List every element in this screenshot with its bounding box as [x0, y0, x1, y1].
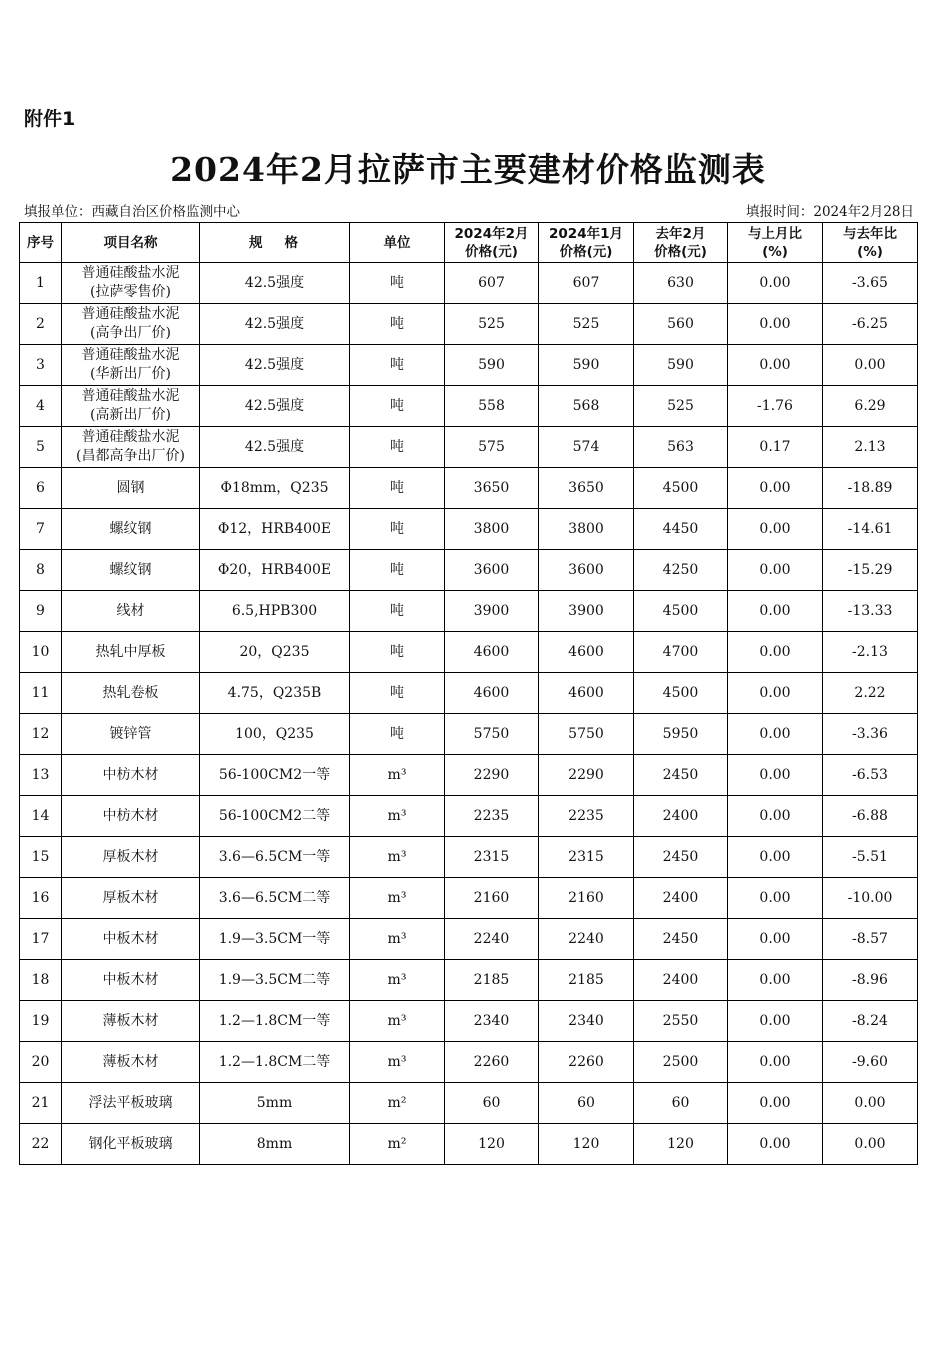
cell-mom-change: 0.00	[728, 919, 823, 960]
cell-spec: 56-100CM2一等	[200, 755, 350, 796]
header-spec: 规格	[200, 223, 350, 263]
cell-spec: 1.9—3.5CM一等	[200, 919, 350, 960]
item-name-line: 中板木材	[102, 930, 159, 947]
cell-unit: 吨	[350, 304, 445, 345]
cell-last-year-price: 2450	[634, 919, 728, 960]
cell-yoy-change: -2.13	[823, 632, 918, 673]
cell-seq: 21	[20, 1083, 62, 1124]
cell-last-year-price: 563	[634, 427, 728, 468]
cell-yoy-change: -5.51	[823, 837, 918, 878]
cell-yoy-change: 6.29	[823, 386, 918, 427]
cell-seq: 8	[20, 550, 62, 591]
cell-yoy-change: -13.33	[823, 591, 918, 632]
cell-seq: 14	[20, 796, 62, 837]
cell-last-year-price: 5950	[634, 714, 728, 755]
cell-current-price: 2240	[445, 919, 539, 960]
cell-seq: 10	[20, 632, 62, 673]
cell-item-name	[62, 714, 200, 755]
header-current-line1: 2024年2月	[454, 225, 529, 242]
cell-last-year-price: 560	[634, 304, 728, 345]
table-row	[20, 427, 918, 468]
cell-item-name	[62, 1001, 200, 1042]
item-name-line: 厚板木材	[102, 848, 159, 865]
cell-seq: 19	[20, 1001, 62, 1042]
cell-previous-price: 4600	[539, 673, 634, 714]
table-row	[20, 550, 918, 591]
cell-previous-price: 120	[539, 1124, 634, 1165]
item-name-line: 普通硅酸盐水泥	[81, 388, 180, 404]
cell-seq: 2	[20, 304, 62, 345]
cell-mom-change: 0.00	[728, 796, 823, 837]
table-header-row	[20, 223, 918, 263]
cell-previous-price: 4600	[539, 632, 634, 673]
cell-unit: m²	[350, 1124, 445, 1165]
item-name-line: 中板木材	[102, 971, 159, 988]
price-table	[19, 222, 918, 1165]
cell-current-price: 575	[445, 427, 539, 468]
cell-yoy-change: 0.00	[823, 345, 918, 386]
cell-last-year-price: 4450	[634, 509, 728, 550]
cell-yoy-change: -8.57	[823, 919, 918, 960]
cell-spec: 100，Q235	[200, 714, 350, 755]
item-name-line: 中枋木材	[102, 766, 159, 783]
item-name-line: 普通硅酸盐水泥	[81, 347, 180, 363]
cell-item-name	[62, 1124, 200, 1165]
cell-yoy-change: -9.60	[823, 1042, 918, 1083]
header-mom-change	[728, 223, 823, 263]
header-previous-line2: 价格(元)	[559, 243, 613, 260]
cell-previous-price: 590	[539, 345, 634, 386]
table-row	[20, 304, 918, 345]
item-name-line: 热轧中厚板	[95, 643, 166, 660]
cell-yoy-change: -10.00	[823, 878, 918, 919]
cell-spec: 3.6—6.5CM一等	[200, 837, 350, 878]
cell-seq: 3	[20, 345, 62, 386]
cell-mom-change: 0.00	[728, 1124, 823, 1165]
header-current-price	[445, 223, 539, 263]
reporting-time: 填报时间：2024年2月28日	[745, 204, 914, 220]
item-name-sub-line: (高争出厂价)	[90, 325, 171, 341]
cell-previous-price: 2240	[539, 919, 634, 960]
cell-last-year-price: 60	[634, 1083, 728, 1124]
cell-mom-change: 0.00	[728, 632, 823, 673]
cell-item-name	[62, 468, 200, 509]
cell-current-price: 2160	[445, 878, 539, 919]
cell-mom-change: 0.00	[728, 837, 823, 878]
cell-seq: 20	[20, 1042, 62, 1083]
cell-unit: 吨	[350, 427, 445, 468]
header-seq: 序号	[20, 223, 62, 263]
cell-seq: 16	[20, 878, 62, 919]
cell-item-name	[62, 1083, 200, 1124]
cell-unit: m³	[350, 960, 445, 1001]
cell-last-year-price: 2550	[634, 1001, 728, 1042]
cell-mom-change: 0.00	[728, 1083, 823, 1124]
cell-seq: 5	[20, 427, 62, 468]
cell-unit: m³	[350, 1042, 445, 1083]
cell-previous-price: 60	[539, 1083, 634, 1124]
item-name-line: 普通硅酸盐水泥	[81, 265, 180, 281]
cell-spec: Φ20，HRB400E	[200, 550, 350, 591]
table-row	[20, 755, 918, 796]
cell-unit: 吨	[350, 714, 445, 755]
header-last-year-line1: 去年2月	[655, 225, 706, 242]
cell-current-price: 120	[445, 1124, 539, 1165]
header-mom-line1: 与上月比	[748, 225, 802, 242]
cell-unit: 吨	[350, 386, 445, 427]
cell-unit: 吨	[350, 673, 445, 714]
cell-current-price: 3650	[445, 468, 539, 509]
cell-mom-change: 0.00	[728, 755, 823, 796]
item-name-line: 普通硅酸盐水泥	[81, 306, 180, 322]
cell-item-name	[62, 919, 200, 960]
cell-mom-change: -1.76	[728, 386, 823, 427]
cell-spec: Φ12，HRB400E	[200, 509, 350, 550]
cell-yoy-change: -6.88	[823, 796, 918, 837]
cell-item-name	[62, 263, 200, 304]
cell-unit: 吨	[350, 345, 445, 386]
cell-spec: 42.5强度	[200, 386, 350, 427]
header-mom-line2: (%)	[762, 243, 788, 260]
table-row	[20, 878, 918, 919]
cell-previous-price: 5750	[539, 714, 634, 755]
cell-current-price: 4600	[445, 632, 539, 673]
cell-mom-change: 0.00	[728, 878, 823, 919]
cell-mom-change: 0.00	[728, 509, 823, 550]
cell-mom-change: 0.00	[728, 673, 823, 714]
cell-spec: 5mm	[200, 1083, 350, 1124]
cell-current-price: 3800	[445, 509, 539, 550]
page-title: 2024年2月拉萨市主要建材价格监测表	[170, 150, 766, 189]
cell-unit: 吨	[350, 263, 445, 304]
cell-last-year-price: 2400	[634, 796, 728, 837]
cell-seq: 18	[20, 960, 62, 1001]
cell-last-year-price: 2500	[634, 1042, 728, 1083]
cell-seq: 22	[20, 1124, 62, 1165]
cell-last-year-price: 120	[634, 1124, 728, 1165]
cell-seq: 11	[20, 673, 62, 714]
cell-previous-price: 2290	[539, 755, 634, 796]
cell-last-year-price: 4500	[634, 468, 728, 509]
cell-last-year-price: 4500	[634, 591, 728, 632]
item-name-line: 普通硅酸盐水泥	[81, 429, 180, 445]
cell-item-name	[62, 591, 200, 632]
header-yoy-line1: 与去年比	[843, 225, 897, 242]
cell-last-year-price: 2450	[634, 755, 728, 796]
table-row	[20, 509, 918, 550]
table-row	[20, 714, 918, 755]
cell-yoy-change: 2.22	[823, 673, 918, 714]
cell-unit: m²	[350, 1083, 445, 1124]
item-name-line: 螺纹钢	[109, 561, 152, 578]
cell-item-name	[62, 755, 200, 796]
header-last-year-price	[634, 223, 728, 263]
cell-mom-change: 0.00	[728, 591, 823, 632]
header-name: 项目名称	[62, 223, 200, 263]
cell-current-price: 2260	[445, 1042, 539, 1083]
item-name-sub-line: (昌都高争出厂价)	[76, 448, 185, 464]
table-row	[20, 1042, 918, 1083]
item-name-line: 镀锌管	[109, 725, 152, 742]
table-row	[20, 591, 918, 632]
cell-mom-change: 0.00	[728, 304, 823, 345]
cell-unit: m³	[350, 919, 445, 960]
cell-unit: 吨	[350, 632, 445, 673]
cell-yoy-change: 2.13	[823, 427, 918, 468]
cell-yoy-change: -8.96	[823, 960, 918, 1001]
cell-current-price: 3900	[445, 591, 539, 632]
cell-spec: 20，Q235	[200, 632, 350, 673]
table-row	[20, 263, 918, 304]
cell-last-year-price: 2400	[634, 960, 728, 1001]
cell-spec: 42.5强度	[200, 345, 350, 386]
cell-item-name	[62, 632, 200, 673]
cell-unit: 吨	[350, 591, 445, 632]
cell-previous-price: 574	[539, 427, 634, 468]
table-row	[20, 632, 918, 673]
cell-current-price: 60	[445, 1083, 539, 1124]
item-name-sub-line: (拉萨零售价)	[90, 284, 171, 300]
cell-item-name	[62, 796, 200, 837]
cell-yoy-change: -18.89	[823, 468, 918, 509]
cell-last-year-price: 2450	[634, 837, 728, 878]
table-row	[20, 960, 918, 1001]
item-name-line: 线材	[116, 602, 145, 619]
cell-item-name	[62, 304, 200, 345]
cell-item-name	[62, 673, 200, 714]
cell-current-price: 2340	[445, 1001, 539, 1042]
cell-last-year-price: 2400	[634, 878, 728, 919]
cell-item-name	[62, 878, 200, 919]
cell-previous-price: 2340	[539, 1001, 634, 1042]
cell-seq: 6	[20, 468, 62, 509]
cell-seq: 1	[20, 263, 62, 304]
cell-spec: 1.2—1.8CM一等	[200, 1001, 350, 1042]
attachment-label: 附件1	[24, 108, 76, 130]
cell-seq: 15	[20, 837, 62, 878]
cell-seq: 13	[20, 755, 62, 796]
cell-item-name	[62, 427, 200, 468]
item-name-line: 热轧卷板	[102, 684, 159, 701]
cell-previous-price: 3900	[539, 591, 634, 632]
item-name-line: 螺纹钢	[109, 520, 152, 537]
item-name-line: 薄板木材	[102, 1012, 159, 1029]
cell-spec: 42.5强度	[200, 304, 350, 345]
table-body	[20, 263, 918, 1165]
cell-unit: m³	[350, 796, 445, 837]
cell-yoy-change: -6.53	[823, 755, 918, 796]
cell-last-year-price: 590	[634, 345, 728, 386]
cell-seq: 4	[20, 386, 62, 427]
cell-seq: 7	[20, 509, 62, 550]
cell-unit: m³	[350, 878, 445, 919]
cell-current-price: 2315	[445, 837, 539, 878]
cell-previous-price: 2235	[539, 796, 634, 837]
item-name-line: 钢化平板玻璃	[88, 1135, 173, 1152]
cell-spec: 56-100CM2二等	[200, 796, 350, 837]
table-row	[20, 919, 918, 960]
cell-yoy-change: -6.25	[823, 304, 918, 345]
cell-item-name	[62, 550, 200, 591]
cell-current-price: 4600	[445, 673, 539, 714]
cell-seq: 9	[20, 591, 62, 632]
cell-mom-change: 0.00	[728, 1001, 823, 1042]
cell-previous-price: 3650	[539, 468, 634, 509]
cell-spec: 3.6—6.5CM二等	[200, 878, 350, 919]
cell-spec: 6.5,HPB300	[200, 591, 350, 632]
cell-item-name	[62, 1042, 200, 1083]
cell-mom-change: 0.00	[728, 468, 823, 509]
cell-item-name	[62, 345, 200, 386]
cell-yoy-change: -8.24	[823, 1001, 918, 1042]
cell-mom-change: 0.00	[728, 1042, 823, 1083]
cell-unit: 吨	[350, 509, 445, 550]
header-yoy-change	[823, 223, 918, 263]
item-name-sub-line: (高新出厂价)	[90, 407, 171, 423]
cell-mom-change: 0.00	[728, 550, 823, 591]
header-previous-price	[539, 223, 634, 263]
cell-item-name	[62, 960, 200, 1001]
table-row	[20, 386, 918, 427]
cell-previous-price: 3600	[539, 550, 634, 591]
cell-previous-price: 2260	[539, 1042, 634, 1083]
cell-previous-price: 568	[539, 386, 634, 427]
cell-yoy-change: -3.36	[823, 714, 918, 755]
cell-previous-price: 607	[539, 263, 634, 304]
cell-spec: 42.5强度	[200, 427, 350, 468]
reporting-unit: 填报单位：西藏自治区价格监测中心	[24, 204, 240, 220]
cell-spec: 8mm	[200, 1124, 350, 1165]
cell-mom-change: 0.00	[728, 345, 823, 386]
cell-last-year-price: 525	[634, 386, 728, 427]
cell-yoy-change: -3.65	[823, 263, 918, 304]
cell-mom-change: 0.17	[728, 427, 823, 468]
cell-spec: 42.5强度	[200, 263, 350, 304]
cell-last-year-price: 4250	[634, 550, 728, 591]
cell-current-price: 525	[445, 304, 539, 345]
cell-mom-change: 0.00	[728, 960, 823, 1001]
item-name-line: 厚板木材	[102, 889, 159, 906]
header-last-year-line2: 价格(元)	[654, 243, 707, 260]
cell-previous-price: 2185	[539, 960, 634, 1001]
cell-current-price: 2185	[445, 960, 539, 1001]
header-current-line2: 价格(元)	[465, 243, 518, 260]
cell-mom-change: 0.00	[728, 714, 823, 755]
cell-unit: 吨	[350, 468, 445, 509]
cell-spec: 1.9—3.5CM二等	[200, 960, 350, 1001]
item-name-sub-line: (华新出厂价)	[90, 366, 171, 382]
cell-last-year-price: 4500	[634, 673, 728, 714]
header-yoy-line2: (%)	[857, 243, 883, 260]
item-name-line: 薄板木材	[102, 1053, 159, 1070]
item-name-line: 浮法平板玻璃	[88, 1094, 173, 1111]
cell-previous-price: 2160	[539, 878, 634, 919]
header-unit: 单位	[350, 223, 445, 263]
cell-current-price: 2290	[445, 755, 539, 796]
cell-unit: m³	[350, 755, 445, 796]
table-row	[20, 796, 918, 837]
cell-current-price: 558	[445, 386, 539, 427]
cell-item-name	[62, 386, 200, 427]
item-name-line: 圆钢	[116, 479, 145, 496]
cell-last-year-price: 4700	[634, 632, 728, 673]
cell-seq: 17	[20, 919, 62, 960]
cell-mom-change: 0.00	[728, 263, 823, 304]
cell-seq: 12	[20, 714, 62, 755]
table-row	[20, 837, 918, 878]
cell-item-name	[62, 837, 200, 878]
cell-current-price: 2235	[445, 796, 539, 837]
table-row	[20, 468, 918, 509]
item-name-line: 中枋木材	[102, 807, 159, 824]
cell-previous-price: 525	[539, 304, 634, 345]
cell-unit: 吨	[350, 550, 445, 591]
cell-last-year-price: 630	[634, 263, 728, 304]
cell-previous-price: 2315	[539, 837, 634, 878]
table-row	[20, 345, 918, 386]
cell-yoy-change: 0.00	[823, 1083, 918, 1124]
cell-current-price: 5750	[445, 714, 539, 755]
table-row	[20, 1083, 918, 1124]
cell-spec: 1.2—1.8CM二等	[200, 1042, 350, 1083]
cell-item-name	[62, 509, 200, 550]
cell-yoy-change: -15.29	[823, 550, 918, 591]
cell-spec: 4.75，Q235B	[200, 673, 350, 714]
cell-yoy-change: -14.61	[823, 509, 918, 550]
cell-current-price: 607	[445, 263, 539, 304]
table-row	[20, 673, 918, 714]
cell-current-price: 3600	[445, 550, 539, 591]
header-previous-line1: 2024年1月	[549, 225, 623, 242]
table-row	[20, 1001, 918, 1042]
cell-current-price: 590	[445, 345, 539, 386]
cell-spec: Φ18mm，Q235	[200, 468, 350, 509]
table-row	[20, 1124, 918, 1165]
cell-unit: m³	[350, 837, 445, 878]
cell-unit: m³	[350, 1001, 445, 1042]
cell-previous-price: 3800	[539, 509, 634, 550]
cell-yoy-change: 0.00	[823, 1124, 918, 1165]
